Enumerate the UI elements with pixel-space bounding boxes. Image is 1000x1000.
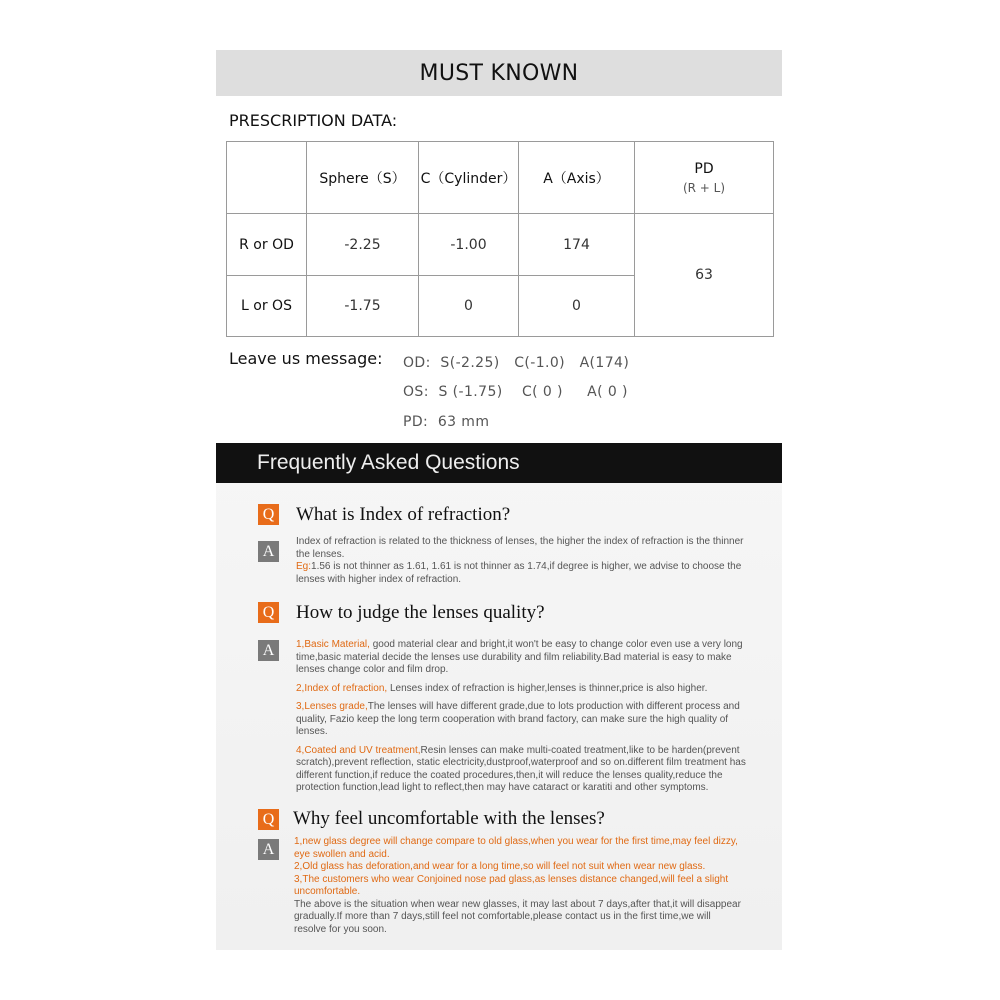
faq-title: Frequently Asked Questions	[257, 451, 520, 474]
point-label: 4,Coated and UV treatment,	[296, 744, 421, 756]
pd-header-sub: (R + L)	[682, 180, 726, 195]
answer-icon: A	[258, 640, 279, 661]
cylinder-value-left: 0	[419, 276, 519, 337]
point-text: good material clear and bright,it won't be easy to change color even use a very long time,basic material decide the lenses use durability and film reliability.Bad material is easy to make lenses change color and film drop.	[296, 639, 743, 675]
faq-title-bar	[216, 443, 782, 483]
must-known-header	[216, 50, 782, 96]
table-header-row	[227, 142, 774, 214]
answer-2-point	[296, 683, 746, 696]
prescription-table	[226, 141, 774, 337]
point-text: The lenses will have different grade,due to lots production with different process and quality, Fazio keep the long term cooperation with brand factory, can make sure the high quality of lenses.	[296, 701, 740, 737]
faq-answer-2	[296, 639, 746, 795]
faq-answer-3	[294, 836, 744, 936]
answer-2-point	[296, 745, 746, 795]
axis-value-right: 174	[519, 214, 635, 276]
question-icon: Q	[258, 809, 279, 830]
message-line-od: OD: S(-2.25) C(-1.0) A(174)	[403, 355, 630, 371]
answer-1-text: Index of refraction is related to the thickness of lenses, the higher the index of refraction is the thinner the lenses.	[296, 536, 744, 560]
answer-2-point	[296, 701, 746, 739]
cylinder-value-right: -1.00	[419, 214, 519, 276]
axis-value-left: 0	[519, 276, 635, 337]
point-text: Resin lenses can make multi-coated treatment,like to be harden(prevent scratch),prevent reflection, static electricity,dustproof,waterproof and so on.different film treatment has different function,if reduce the coated procedures,then,it will reduce the lenses quality,reduce the protection function,lead light to reflect,then may have cataract or karatiti and other symptoms.	[296, 744, 746, 793]
answer-3-point: 3,The customers who wear Conjoined nose pad glass,as lenses distance changed,will feel a slight uncomfortable.	[294, 873, 729, 897]
leave-message-label: Leave us message:	[229, 349, 383, 368]
point-label: 1,Basic Material,	[296, 639, 370, 650]
answer-3-point: 1,new glass degree will change compare to old glass,when you wear for the first time,may feel dizzy, eye swollen and acid.	[294, 836, 738, 860]
sphere-value-left: -1.75	[307, 276, 419, 337]
message-line-os: OS: S (-1.75) C( 0 ) A( 0 )	[403, 384, 628, 400]
sphere-value-right: -2.25	[307, 214, 419, 276]
header-cell-axis: A（Axis）	[519, 142, 635, 214]
point-text: Lenses index of refraction is higher,lenses is thinner,price is also higher.	[387, 682, 708, 694]
pd-value: 63	[635, 214, 774, 337]
question-icon: Q	[258, 602, 279, 623]
pd-header-label: PD	[694, 160, 714, 177]
faq-question-2: How to judge the lenses quality?	[296, 602, 545, 623]
prescription-data-label: PRESCRIPTION DATA:	[229, 111, 398, 130]
point-label: 2,Index of refraction,	[296, 682, 388, 694]
faq-section	[216, 443, 782, 950]
message-line-pd: PD: 63 mm	[403, 414, 490, 430]
question-icon: Q	[258, 504, 279, 525]
answer-3-closing: The above is the situation when wear new glasses, it may last about 7 days,after that,it will disappear gradually.If more than 7 days,still feel not comfortable,please contact us in the first time,we will resolve for you soon.	[294, 898, 741, 935]
header-cell-pd	[635, 142, 774, 214]
row-label-right-eye: R or OD	[227, 214, 307, 276]
example-text: 1.56 is not thinner as 1.61, 1.61 is not thinner as 1.74,if degree is higher, we advise to choose the lenses with higher index of refraction.	[296, 561, 742, 585]
answer-2-point	[296, 639, 746, 677]
table-row	[227, 214, 774, 276]
header-cell-cylinder: C（Cylinder）	[419, 142, 519, 214]
point-label: 3,Lenses grade,	[296, 701, 368, 712]
answer-icon: A	[258, 839, 279, 860]
header-cell-empty	[227, 142, 307, 214]
answer-1-example	[296, 561, 746, 586]
row-label-left-eye: L or OS	[227, 276, 307, 337]
header-cell-sphere: Sphere（S）	[307, 142, 419, 214]
faq-question-3: Why feel uncomfortable with the lenses?	[293, 808, 605, 829]
page-title: MUST KNOWN	[419, 60, 579, 86]
faq-answer-1	[296, 536, 746, 586]
example-label: Eg:	[296, 561, 312, 572]
answer-icon: A	[258, 541, 279, 562]
answer-3-point: 2,Old glass has deforation,and wear for a long time,so will feel not suit when wear new glass.	[294, 861, 706, 872]
faq-question-1: What is Index of refraction?	[296, 504, 511, 525]
